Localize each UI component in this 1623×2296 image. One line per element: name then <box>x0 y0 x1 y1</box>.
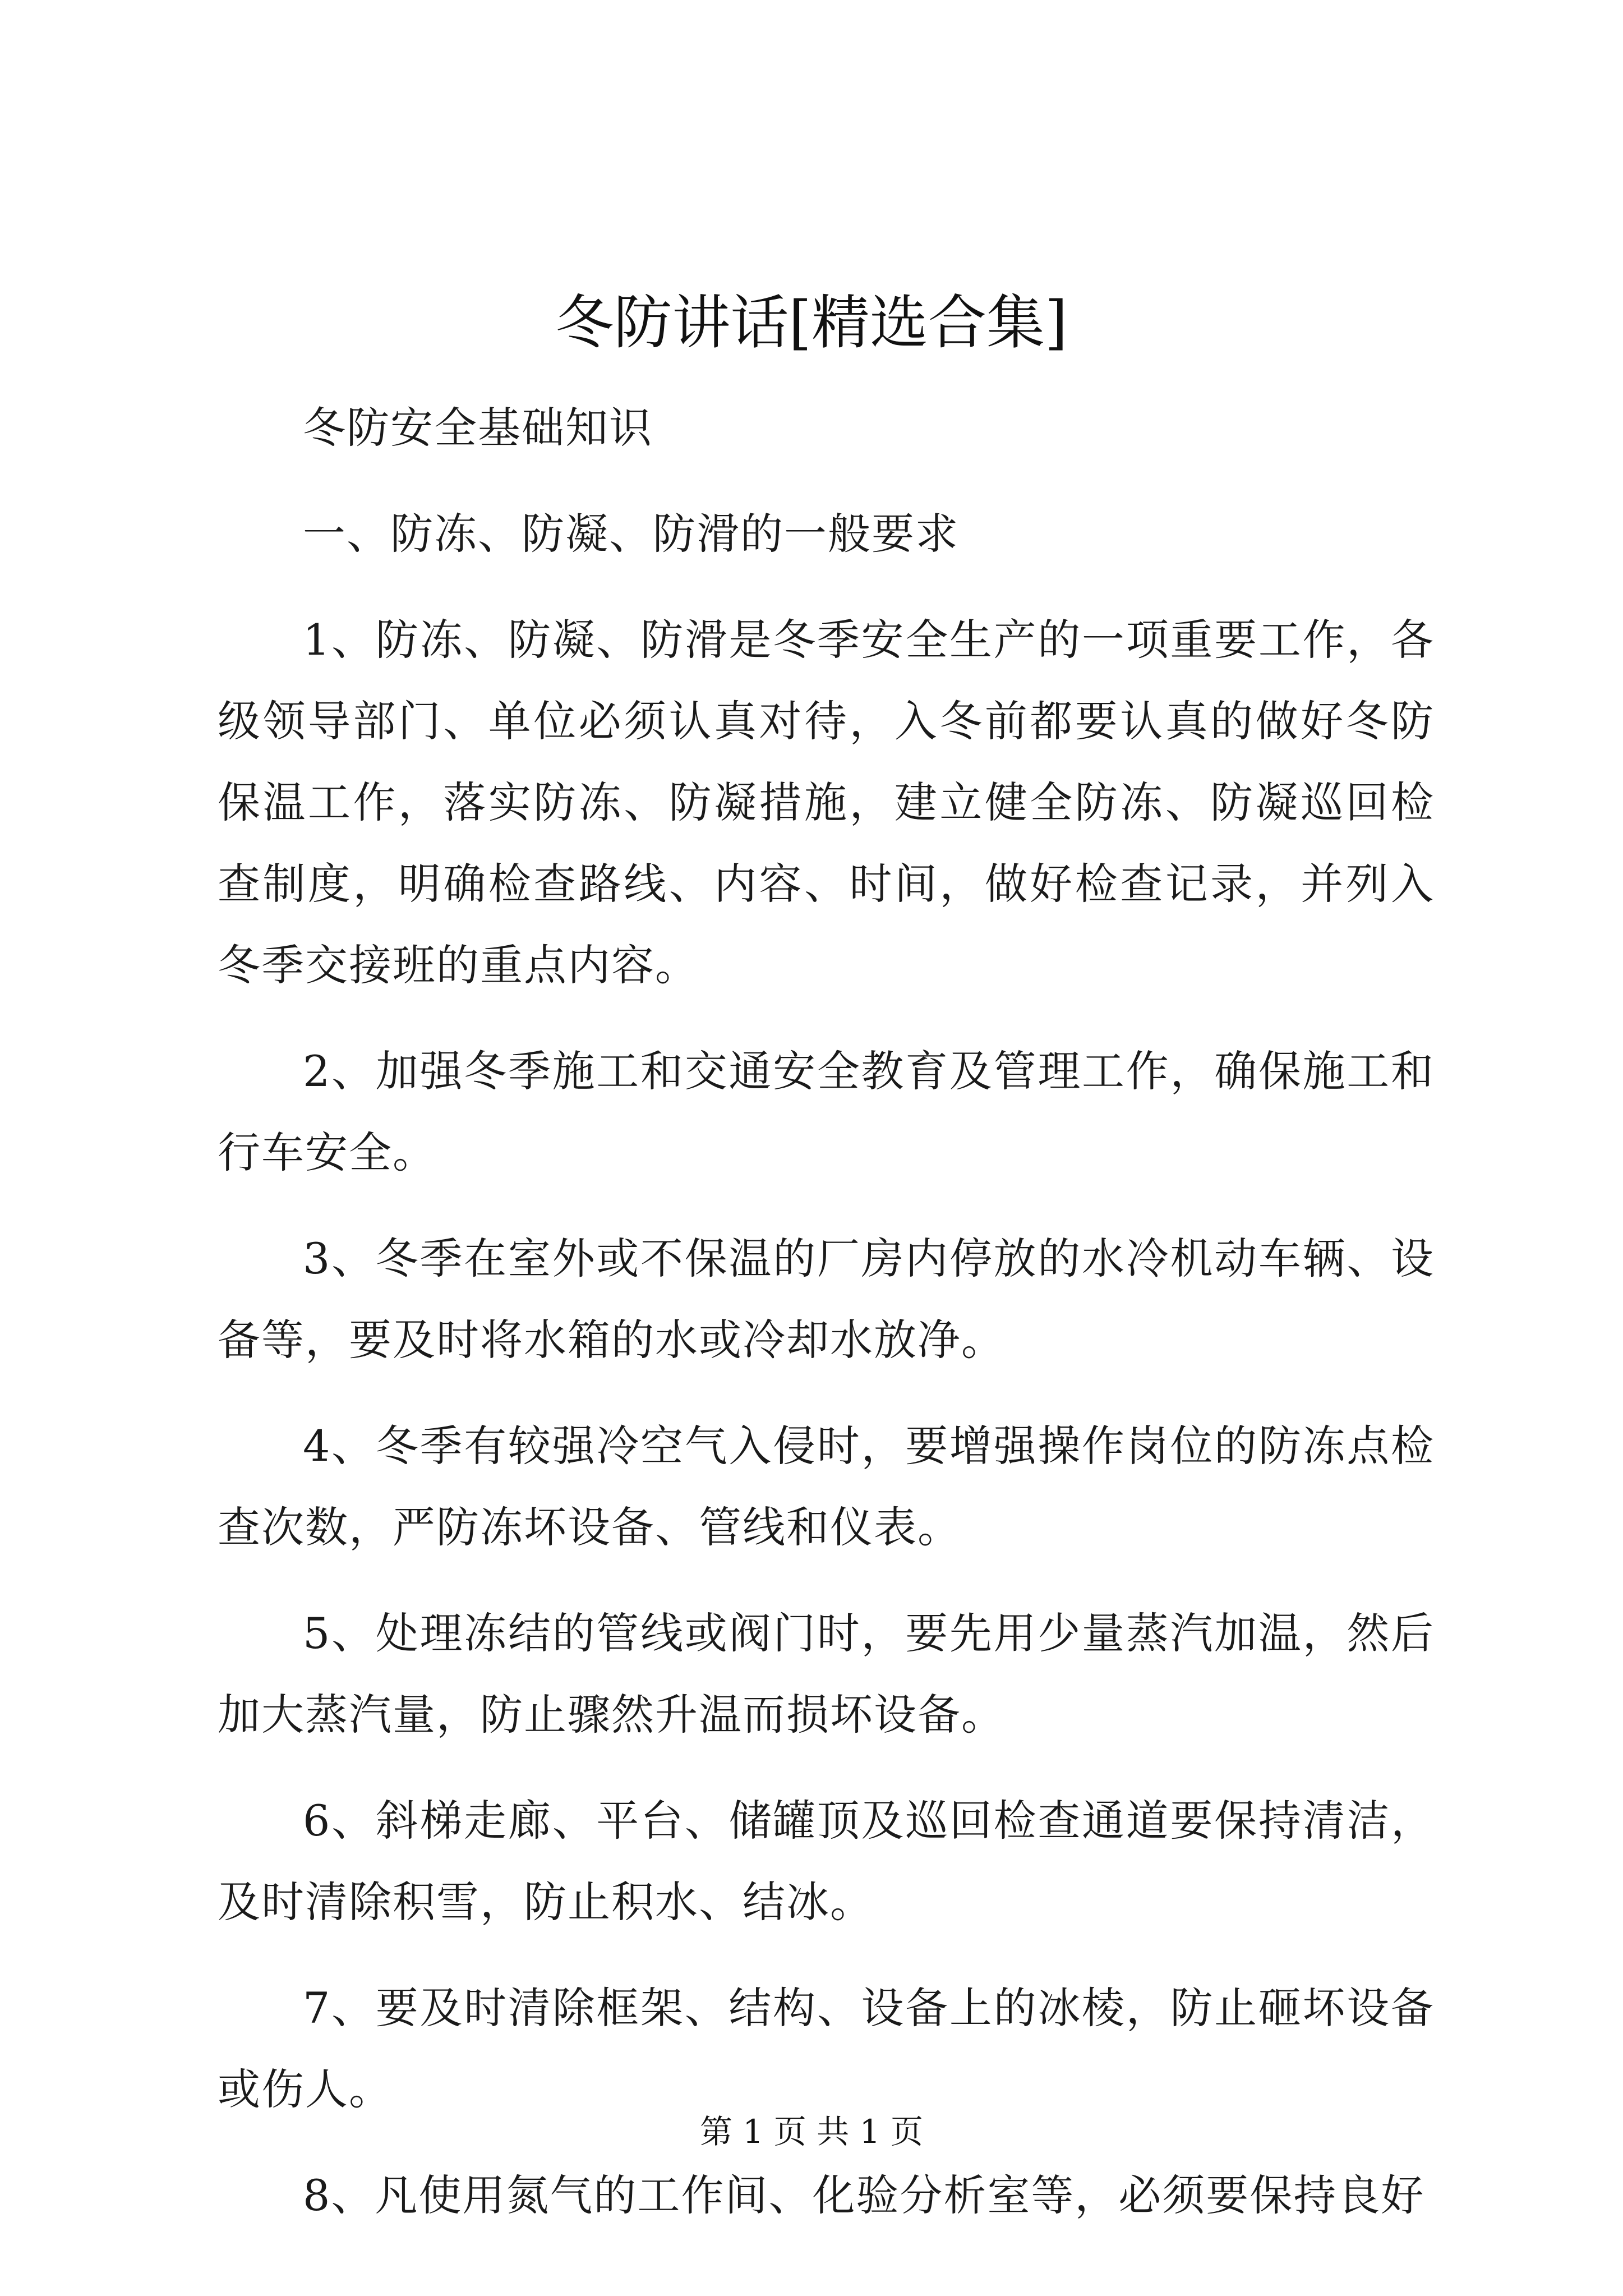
paragraph-section-heading: 一、防冻、防凝、防滑的一般要求 <box>303 509 959 559</box>
paragraph-item-3: 3、冬季在室外或不保温的厂房内停放的水冷机动车辆、设备等，要及时将水箱的水或冷却水放净。 <box>218 1234 1435 1365</box>
paragraph-item-2: 2、加强冬季施工和交通安全教育及管理工作，确保施工和行车安全。 <box>218 1046 1435 1177</box>
page-footer: 第 1 页 共 1 页 <box>700 2113 923 2151</box>
paragraph-item-8: 8、凡使用氮气的工作间、化验分析室等，必须要保持良好 <box>303 2170 1425 2220</box>
document-body <box>218 387 1435 2261</box>
paragraph-item-6: 6、斜梯走廊、平台、储罐顶及巡回检查通道要保持清洁，及时清除积雪，防止积水、结冰。 <box>218 1796 1435 1927</box>
paragraph-item-1: 1、防冻、防凝、防滑是冬季安全生产的一项重要工作，各级领导部门、单位必须认真对待，入冬前都要认真的做好冬防保温工作，落实防冻、防凝措施，建立健全防冻、防凝巡回检查制度，明确检查路线、内容、时间，做好检查记录，并列入冬季交接班的重点内容。 <box>218 615 1435 990</box>
paragraph-item-4: 4、冬季有较强冷空气入侵时，要增强操作岗位的防冻点检查次数，严防冻坏设备、管线和仪表。 <box>218 1421 1435 1552</box>
paragraph-item-5: 5、处理冻结的管线或阀门时，要先用少量蒸汽加温，然后加大蒸汽量，防止骤然升温而损坏设备。 <box>218 1608 1435 1740</box>
paragraph-subtitle: 冬防安全基础知识 <box>303 403 653 453</box>
document-title: 冬防讲话[精选合集] <box>555 288 1068 357</box>
paragraph-item-7: 7、要及时清除框架、结构、设备上的冰棱，防止砸坏设备或伤人。 <box>218 1983 1435 2114</box>
